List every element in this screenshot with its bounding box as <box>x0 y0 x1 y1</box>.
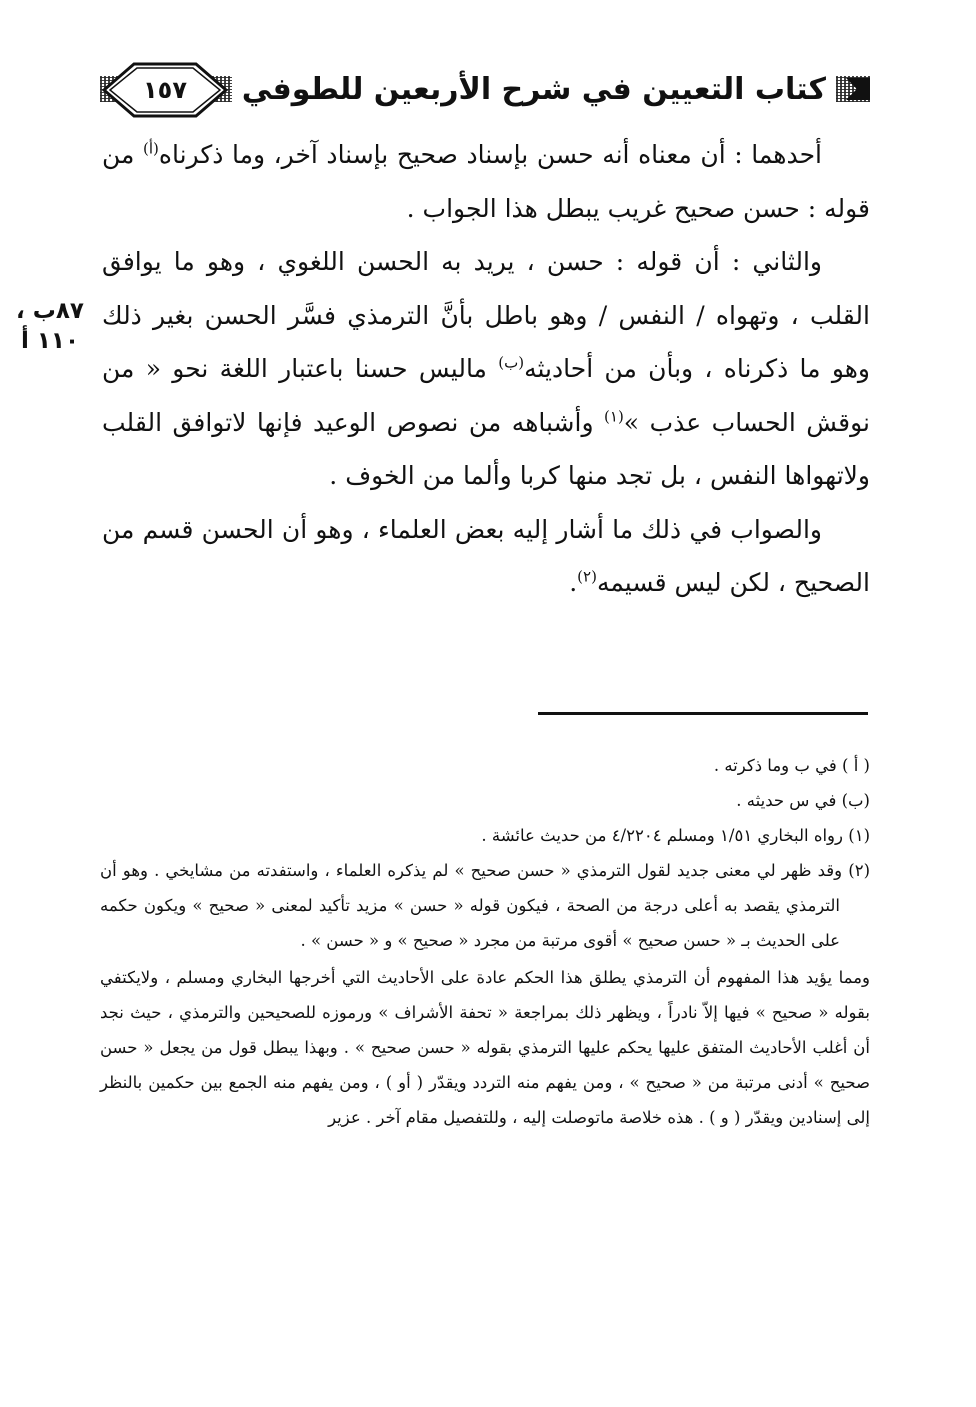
footnote: (ب) في س حديثه . <box>736 791 870 810</box>
footnote-ref: (٢) <box>577 567 597 586</box>
footnote-continuation: ومما يؤيد هذا المفهوم أن الترمذي يطلق هذا الحكم عادة على الأحاديث التي أخرجها البخاري ومسلم ، ولايكتفي بقوله « صحيح » فيها إلاّ نادراً ، ويظهر ذلك بمراجعة « تحفة الأشراف » ورموزه للصحيحين والترمذي ، حيث نجد أن أغلب الأحاديث المتفق عليها يحكم عليها الترمذي بقوله « حسن صحيح » . وبهذا يبطل قول من يجعل « حسن صحيح » أدنى مرتبة من « صحيح » ، ومن يفهم منه التردد ويقدّر ( أو ) ، ومن يفهم منه الجمع بين حكمين بالنظر إلى إسنادين ويقدّر ( و ) . هذه خلاصة ماتوصلت إليه ، وللتفصيل مقام آخر . عزير <box>100 968 870 1127</box>
footnote: (١) رواه البخاري ١/٥١ ومسلم ٤/٢٢٠٤ من حديث عائشة . <box>481 826 870 845</box>
page-number: ١٥٧ <box>143 76 187 104</box>
margin-note-line: ٨٧ب ، <box>16 298 84 324</box>
paragraph <box>102 128 870 235</box>
footnotes <box>100 748 870 1135</box>
footnote: (٢) وقد ظهر لي معنى جديد لقول الترمذي « حسن صحيح » لم يذكره العلماء ، واستفدته من مشايخي . وهو أن الترمذي يقصد به أعلى درجة من الصحة ، فيكون قوله « حسن » مزيد تأكيد لمعنى « صحيح » ويكون حكمه على الحديث بـ « حسن صحيح » أقوى مرتبة من مجرد « صحيح » و « حسن » . <box>100 861 870 950</box>
paragraph-text: من قوله : حسن صحيح غريب يبطل هذا الجواب . <box>102 140 870 223</box>
paragraph <box>102 235 870 503</box>
manuscript-margin-note <box>8 296 92 356</box>
paragraph-text: ماليس حسنا باعتبار اللغة نحو « من نوقش الحساب عذب » <box>102 354 870 437</box>
main-text <box>102 128 870 610</box>
footnote-ref: (أ) <box>143 139 159 158</box>
paragraph-text: . <box>569 568 578 597</box>
book-title: كتاب التعيين في شرح الأربعين للطوفي <box>232 68 836 112</box>
running-header <box>100 56 870 120</box>
footnote-ref: (١) <box>604 407 624 426</box>
footnote-ref: (ب) <box>498 353 525 372</box>
margin-note-line: ١١٠ أ <box>20 328 80 354</box>
paragraph <box>102 503 870 610</box>
footnote: ( أ ) في ب وما ذكرته . <box>713 756 870 775</box>
paragraph-text: أحدهما : أن معناه أنه حسن بإسناد صحيح بإسناد آخر، وما ذكرناه <box>158 140 822 169</box>
footnote-divider <box>538 712 868 715</box>
paragraph-text: والثاني : أن قوله : حسن ، يريد به الحسن اللغوي ، وهو ما يوافق القلب ، وتهواه / النفس / وهو باطل بأنَّ الترمذي فسَّر الحسن بغير ذلك وهو ما ذكرناه ، وبأن من أحاديثه <box>102 247 871 383</box>
paragraph-text: والصواب في ذلك ما أشار إليه بعض العلماء ، وهو أن الحسن قسم من الصحيح ، لكن ليس قسيمه <box>102 514 870 597</box>
paragraph-text: وأشباهه من نصوص الوعيد فإنها لاتوافق القلب ولاتهواها النفس ، بل تجد منها كربا وألما من الخوف . <box>102 407 870 490</box>
page-number-badge <box>100 62 230 118</box>
